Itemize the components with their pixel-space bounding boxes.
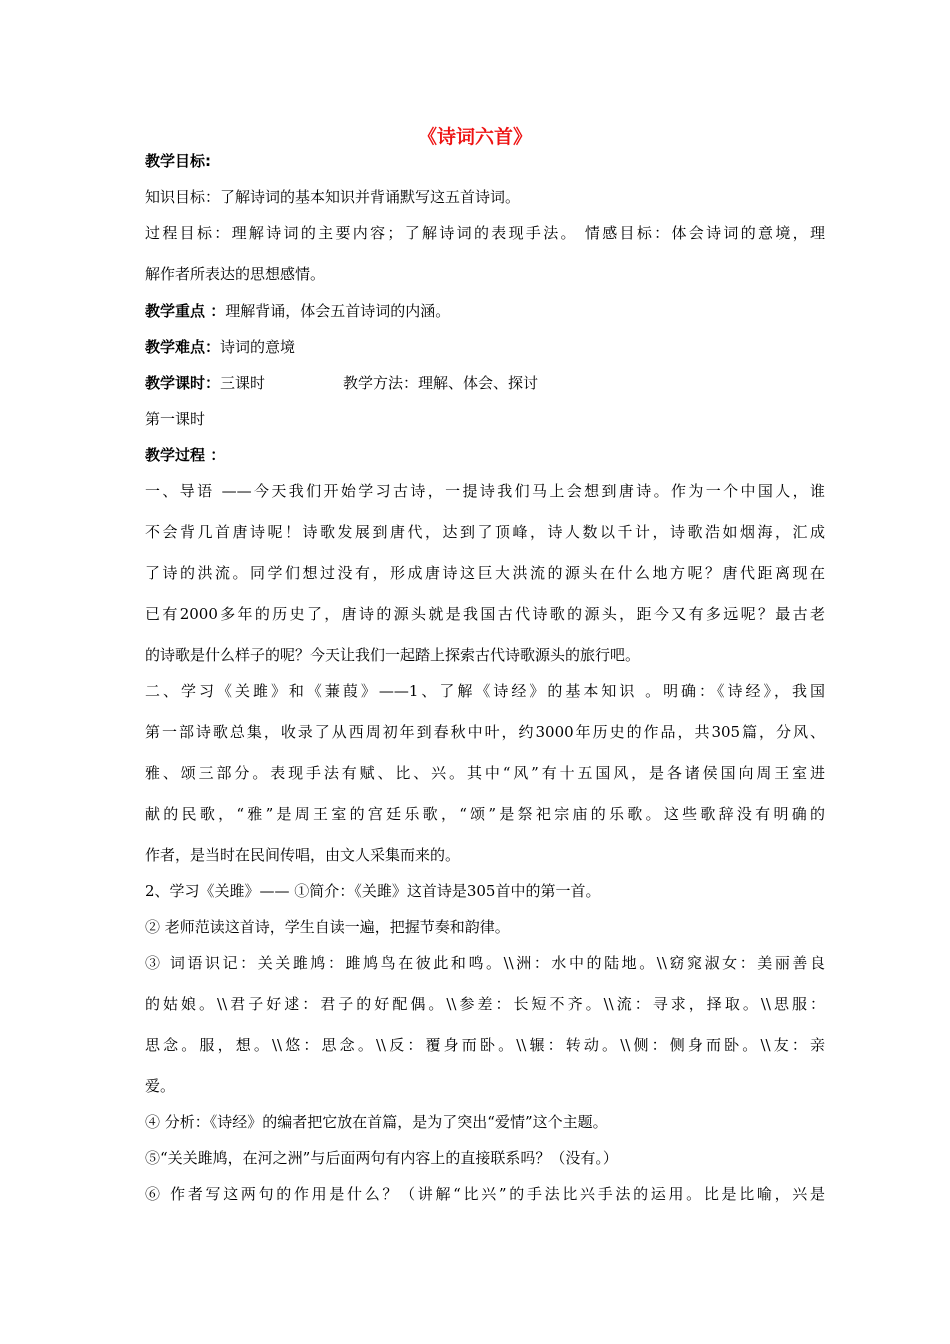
teaching-method-text: 教学方法：理解、体会、探讨 (343, 374, 539, 392)
paragraph-line: 了诗的洪流。同学们想过没有，形成唐诗这巨大洪流的源头在什么地方呢？唐代距离现在 (145, 564, 825, 582)
lesson-label: 第一课时 (145, 410, 206, 428)
paragraph-line: 的姑娘。\\君子好逑：君子的好配偶。\\参差：长短不齐。\\流：寻求，择取。\\思服： (145, 995, 825, 1013)
key-point-line (145, 299, 825, 323)
paragraph-line: 一、导语 ——今天我们开始学习古诗，一提诗我们马上会想到唐诗。作为一个中国人，谁 (145, 482, 825, 500)
paragraph-line: 已有2000多年的历史了，唐诗的源头就是我国古代诗歌的源头，距今又有多远呢？最古老 (145, 605, 825, 623)
paragraph-line: 2、学习《关雎》—— ①简介：《关雎》这首诗是305首中的第一首。 (145, 882, 601, 900)
paragraph-line: ③ 词语识记：关关雎鸠：雎鸠鸟在彼此和鸣。\\洲：水中的陆地。\\窈窕淑女：美丽善良 (145, 954, 825, 972)
paragraph-line: ⑤“关关雎鸠，在河之洲”与后面两句有内容上的直接联系吗？（没有。） (145, 1149, 618, 1167)
difficulty-text: 诗词的意境 (220, 338, 296, 356)
class-hours-text: 三课时 (220, 374, 266, 392)
paragraph-line: 爱。 (145, 1077, 176, 1095)
paragraph-line: ⑥ 作者写这两句的作用是什么？（讲解“比兴”的手法比兴手法的运用。比是比喻，兴是 (145, 1185, 825, 1203)
paragraph-line: 知识目标：了解诗词的基本知识并背诵默写这五首诗词。 (145, 188, 521, 206)
document-title: 《诗词六首》 (417, 126, 532, 148)
section-heading-objectives: 教学目标: (145, 152, 211, 170)
section-heading-process: 教学过程 ： (145, 446, 226, 464)
paragraph-line: 第一部诗歌总集，收录了从西周初年到春秋中叶，约3000年历史的作品，共305篇，分风、 (145, 723, 825, 741)
difficulty-label: 教学难点： (145, 338, 221, 356)
difficulty-line (145, 335, 825, 359)
class-hours-label: 教学课时： (145, 374, 221, 392)
paragraph-line: 的诗歌是什么样子的呢？今天让我们一起踏上探索古代诗歌源头的旅行吧。 (145, 646, 641, 664)
paragraph-line: 解作者所表达的思想感情。 (145, 265, 326, 283)
paragraph-line: ② 老师范读这首诗，学生自读一遍，把握节奏和韵律。 (145, 918, 510, 936)
paragraph-line: 雅、颂三部分。表现手法有赋、比、兴。其中“风”有十五国风，是各诸侯国向周王室进 (145, 764, 825, 782)
paragraph-line: 二、学习《关雎》和《蒹葭》——1、了解《诗经》的基本知识 。明确：《诗经》，我国 (145, 682, 825, 700)
class-hours-line (145, 371, 825, 395)
paragraph-line: 作者，是当时在民间传唱，由文人采集而来的。 (145, 846, 461, 864)
paragraph-line: 思念。服，想。\\悠：思念。\\反：覆身而卧。\\辗：转动。\\侧：侧身而卧。\\友：亲 (145, 1036, 825, 1054)
paragraph-line: 过程目标：理解诗词的主要内容；了解诗词的表现手法。 情感目标：体会诗词的意境，理 (145, 224, 825, 242)
key-point-label: 教学重点 ： (145, 302, 226, 320)
paragraph-line: 不会背几首唐诗呢！诗歌发展到唐代，达到了顶峰，诗人数以千计，诗歌浩如烟海，汇成 (145, 523, 825, 541)
paragraph-line: 献的民歌，“雅”是周王室的宫廷乐歌，“颂”是祭祀宗庙的乐歌。这些歌辞没有明确的 (145, 805, 825, 823)
paragraph-line: ④ 分析：《诗经》的编者把它放在首篇，是为了突出“爱情”这个主题。 (145, 1113, 608, 1131)
key-point-text: 理解背诵，体会五首诗词的内涵。 (225, 302, 451, 320)
